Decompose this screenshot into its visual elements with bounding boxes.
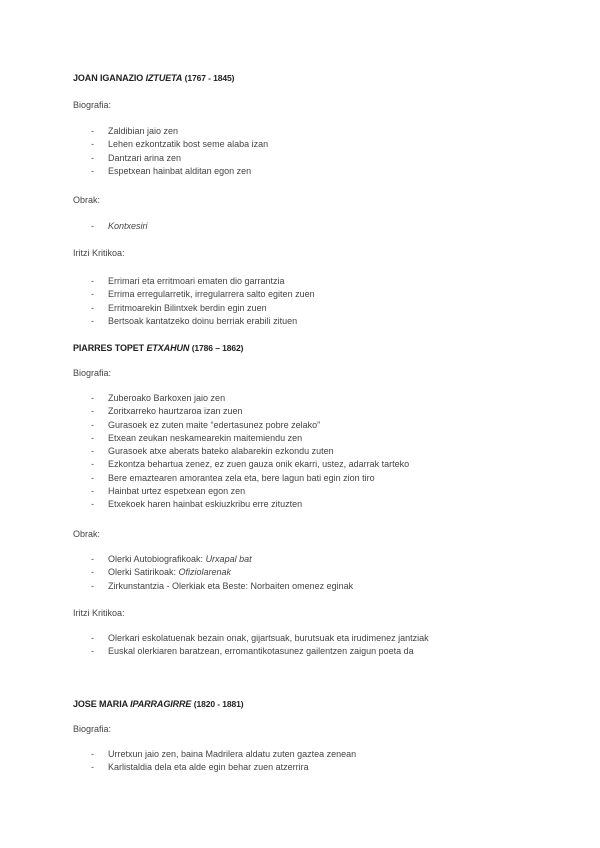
dash-bullet: - <box>91 554 94 564</box>
section-heading-iparragirre <box>73 699 243 709</box>
dash-bullet: - <box>91 580 94 591</box>
dash-bullet: - <box>91 289 94 300</box>
dash-bullet: - <box>91 419 94 430</box>
section-heading-iztueta <box>73 73 234 83</box>
dash-bullet: - <box>91 139 94 150</box>
dash-bullet: - <box>91 472 94 483</box>
author-years: (1767 - 1845) <box>184 73 235 83</box>
author-surname: IPARRAGIRRE <box>130 699 192 709</box>
dash-bullet: - <box>91 646 94 657</box>
dash-bullet: - <box>91 486 94 497</box>
biografia-label: Biografia: <box>73 100 112 110</box>
dash-bullet: - <box>91 459 94 470</box>
dash-bullet: - <box>91 432 94 443</box>
author-surname: IZTUETA <box>145 73 183 83</box>
dash-bullet: - <box>91 315 94 326</box>
dash-bullet: - <box>91 165 94 176</box>
dash-bullet: - <box>91 393 94 403</box>
document-page: JOAN IGANAZIO IZTUETA (1767 - 1845) Biografia: - Zaldibian jaio zen - Lehen ezkontzatik bost seme alaba izan - Dantzari arina zen - Espetxean hainbat alditan egon zen Obrak: - Kontxesiri Iritzi Kritikoa: - Errimari eta erritmoari ematen dio garrantzia - Errima erregularretik, irregularrera salto egiten zuen - Erritmoarekin Bilintxek berdin egin zuen - Bertsoak kantatzeko doinu berriak erabili zituen PIARRES TOPET ETXAHUN (1786 – 1862) Biografia: - Zuberoako Barkoxen jaio zen - Zoritxarreko haurtzaroa izan zuen - Gurasoek ez zuten maite “edertasunez pobre zelako” - Etxean zeukan neskamearekin maitemiendu zen - Gurasoek atxe aberats bateko alabarekin ezkondu zuten - Ezkontza behartua zenez, ez zuen gauza onik ekarri, ustez, adarrak tarteko - Bere emaztearen amorantea zela eta, bere lagun bati egin zion tiro - Hainbat urtez espetxean egon zen - Etxekoek haren hainbat eskiuzkribu erre zituzten Obrak: - Olerki Autobiografikoak: Urxapal bat - Olerki Satirikoak: Ofiziolarenak - Zirkunstantzia - Olerkiak eta Beste: Norbaiten omenez eginak Iritzi Kritikoa: - Olerkari eskolatuenak bezain onak, gijartsuak, burutsuak eta irudimenez jantziak - Euskal olerkiaren baratzean, erromantikotasunez gailentzen zaigun poeta da JOSE MARIA IPARRAGIRRE (1820 - 1881) Biografia: - Urretxun jaio zen, baina Madrilera aldatu zuten gaztea zenean - Karlistaldia dela eta alde egin behar zuen atzerrira <box>0 0 600 848</box>
author-surname: ETXAHUN <box>146 343 190 353</box>
author-name: JOSE MARIA <box>73 699 128 709</box>
biografia-label: Biografia: <box>73 724 112 734</box>
kritikoa-label: Iritzi Kritikoa: <box>73 608 125 618</box>
dash-bullet: - <box>91 406 94 417</box>
obrak-label: Obrak: <box>73 529 101 539</box>
biografia-label: Biografia: <box>73 368 112 378</box>
dash-bullet: - <box>91 302 94 313</box>
kritikoa-label: Iritzi Kritikoa: <box>73 248 125 258</box>
author-years: (1786 – 1862) <box>191 343 244 353</box>
dash-bullet: - <box>91 567 94 578</box>
dash-bullet: - <box>91 762 94 773</box>
author-name: JOAN IGANAZIO <box>73 73 144 83</box>
author-name: PIARRES TOPET <box>73 343 145 353</box>
dash-bullet: - <box>91 152 94 163</box>
dash-bullet: - <box>91 633 94 643</box>
dash-bullet: - <box>91 446 94 457</box>
dash-bullet: - <box>91 749 94 759</box>
section-heading-etxahun <box>73 343 243 353</box>
author-years: (1820 - 1881) <box>193 699 244 709</box>
obrak-label: Obrak: <box>73 195 101 205</box>
dash-bullet: - <box>91 221 94 231</box>
dash-bullet: - <box>91 499 94 510</box>
dash-bullet: - <box>91 126 94 136</box>
dash-bullet: - <box>91 276 94 286</box>
